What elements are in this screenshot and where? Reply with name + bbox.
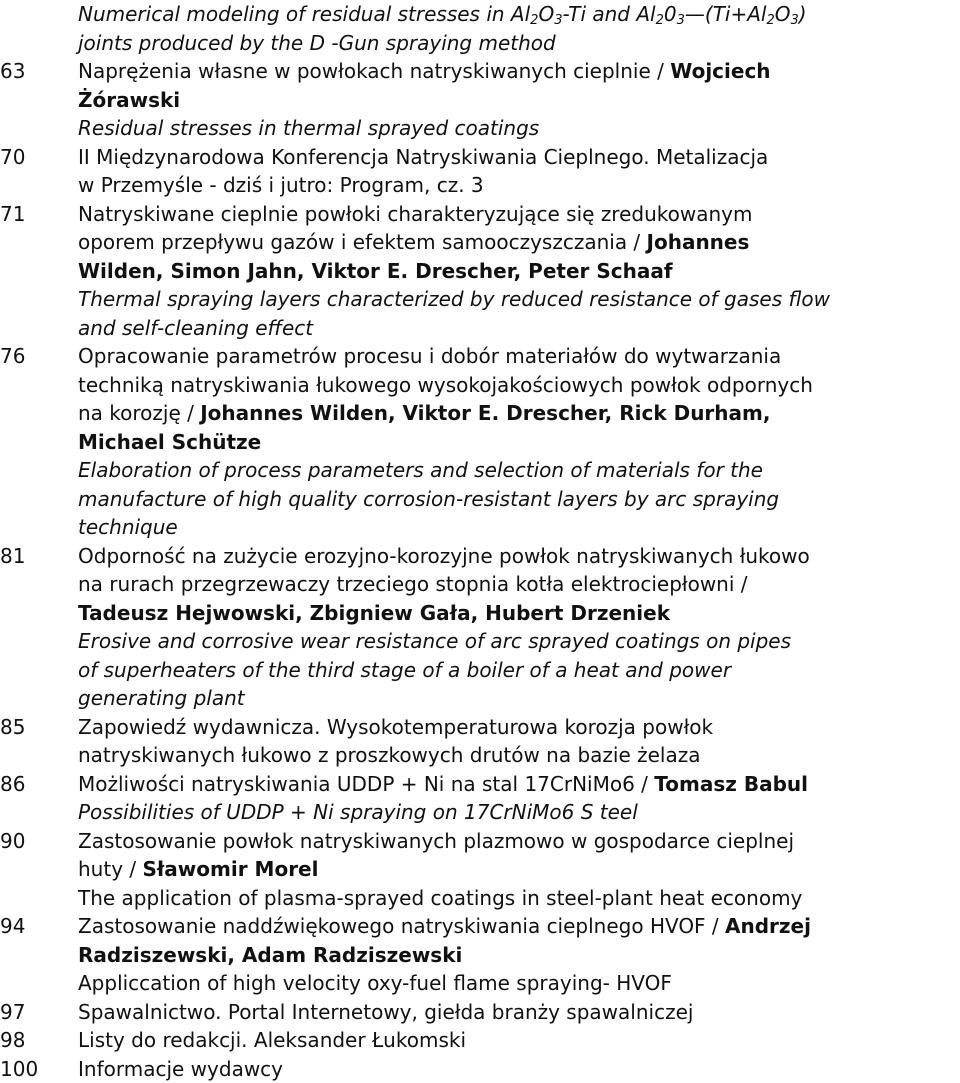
authors: Radziszewski, Adam Radziszewski [78, 942, 463, 967]
page-number: 100 [0, 1056, 39, 1081]
entry-body [78, 1026, 960, 1055]
english-title: technique [78, 515, 178, 539]
english-title: Thermal spraying layers characterized by reduced resistance of gases flow [78, 287, 831, 311]
toc-entry [0, 827, 960, 913]
toc-entry [0, 770, 960, 827]
polish-title: techniką natryskiwania łukowego wysokojakościowych powłok odpornych [78, 372, 813, 397]
polish-title: Możliwości natryskiwania UDDP + Ni na stal 17CrNiMo6 / Tomasz Babul [78, 771, 809, 796]
english-title-line: joints produced by the D -Gun spraying method [78, 30, 556, 55]
page-number: 85 [0, 714, 26, 739]
polish-title: Opracowanie parametrów procesu i dobór materiałów do wytwarzania [78, 344, 782, 368]
toc-entry [0, 342, 960, 542]
toc-entry [0, 1026, 960, 1055]
toc-entry [0, 57, 960, 143]
polish-title: w Przemyśle - dziś i jutro: Program, cz. 3 [78, 173, 484, 197]
authors: Johannes [646, 230, 750, 254]
authors: Tomasz Babul [654, 771, 809, 796]
page-number: 98 [0, 1028, 26, 1052]
page-number: 76 [0, 344, 26, 368]
authors: Andrzej [725, 914, 811, 938]
polish-title: Natryskiwane cieplnie powłoki charakteryzujące się zredukowanym [78, 201, 753, 226]
toc-entry [0, 143, 960, 200]
toc-entry [0, 1055, 960, 1083]
english-title: of superheaters of the third stage of a boiler of a heat and power [78, 657, 732, 682]
entry-body [78, 342, 960, 542]
english-title: generating plant [78, 686, 245, 710]
authors: Johannes Wilden, Viktor E. Drescher, Rick Durham, [200, 401, 771, 425]
toc-entry [0, 912, 960, 998]
english-title: The application of plasma-sprayed coatings in steel-plant heat economy [78, 885, 803, 910]
page-number: 90 [0, 828, 26, 853]
toc-entry [0, 200, 960, 343]
page-number: 71 [0, 201, 26, 226]
english-title: Possibilities of UDDP + Ni spraying on 17CrNiMo6 S teel [78, 800, 638, 824]
entry-body [78, 542, 960, 713]
english-title: Numerical modeling of residual stresses in $Al_2O_3-Ti$ and $Al_20_3—(Ti+Al_2O_3)$ [78, 2, 807, 28]
page-number: 86 [0, 771, 26, 796]
entry-body [78, 57, 960, 143]
authors: Tadeusz Hejwowski, Zbigniew Gała, Hubert Drzeniek [78, 600, 671, 625]
page-number: 94 [0, 914, 26, 938]
polish-title: Informacje wydawcy [78, 1056, 284, 1081]
toc-entry [0, 542, 960, 713]
page-number: 63 [0, 59, 26, 83]
toc-entry-continued [0, 0, 960, 57]
english-title: Erosive and corrosive wear resistance of arc sprayed coatings on pipes [78, 629, 792, 653]
polish-title: oporem przepływu gazów i efektem samooczyszczania / Johannes [78, 230, 750, 254]
entry-body [78, 1055, 960, 1083]
polish-title: na rurach przegrzewaczy trzeciego stopnia kotła elektrociepłowni / [78, 572, 748, 596]
english-title: manufacture of high quality corrosion-resistant layers by arc spraying [78, 486, 780, 511]
toc-entry [0, 713, 960, 770]
entry-body [78, 998, 960, 1027]
entry-body [78, 713, 960, 770]
polish-title: Naprężenia własne w powłokach natryskiwanych cieplnie / Wojciech [78, 59, 771, 83]
english-title: and self-cleaning effect [78, 315, 314, 340]
polish-title: Listy do redakcji. Aleksander Łukomski [78, 1028, 467, 1052]
entry-body [78, 770, 960, 827]
polish-title: Zapowiedź wydawnicza. Wysokotemperaturowa korozja powłok [78, 714, 714, 739]
polish-title: huty / Sławomir Morel [78, 857, 319, 881]
authors: Wojciech [670, 59, 771, 83]
entry-body [78, 200, 960, 343]
authors: Wilden, Simon Jahn, Viktor E. Drescher, Peter Schaaf [78, 258, 673, 283]
entry-body [78, 912, 960, 998]
page-number: 81 [0, 543, 26, 568]
polish-title: Zastosowanie naddźwiękowego natryskiwania cieplnego HVOF / Andrzej [78, 914, 811, 938]
english-title: Elaboration of process parameters and selection of materials for the [78, 458, 763, 482]
page-number: 70 [0, 144, 26, 169]
authors: Żórawski [78, 87, 181, 112]
polish-title: Spawalnictwo. Portal Internetowy, giełda branży spawalniczej [78, 999, 694, 1024]
english-title: Residual stresses in thermal sprayed coatings [78, 116, 540, 140]
toc-entry [0, 998, 960, 1027]
polish-title: Odporność na zużycie erozyjno-korozyjne powłok natryskiwanych łukowo [78, 543, 810, 568]
entry-body [78, 827, 960, 913]
entry-body [78, 143, 960, 200]
entry-body [78, 0, 960, 57]
authors: Sławomir Morel [142, 857, 319, 881]
polish-title: natryskiwanych łukowo z proszkowych drutów na bazie żelaza [78, 743, 701, 767]
english-title: Applicca‌tion of high velocity oxy-fuel flame spraying- HVOF [78, 971, 672, 995]
polish-title: Zastosowanie powłok natryskiwanych plazmowo w gospodarce cieplnej [78, 828, 795, 853]
polish-title: na korozję / Johannes Wilden, Viktor E. Drescher, Rick Durham, [78, 401, 771, 425]
authors: Michael Schütze [78, 429, 262, 454]
polish-title: II Międzynarodowa Konferencja Natryskiwania Cieplnego. Metalizacja [78, 144, 769, 169]
page-number: 97 [0, 999, 26, 1024]
